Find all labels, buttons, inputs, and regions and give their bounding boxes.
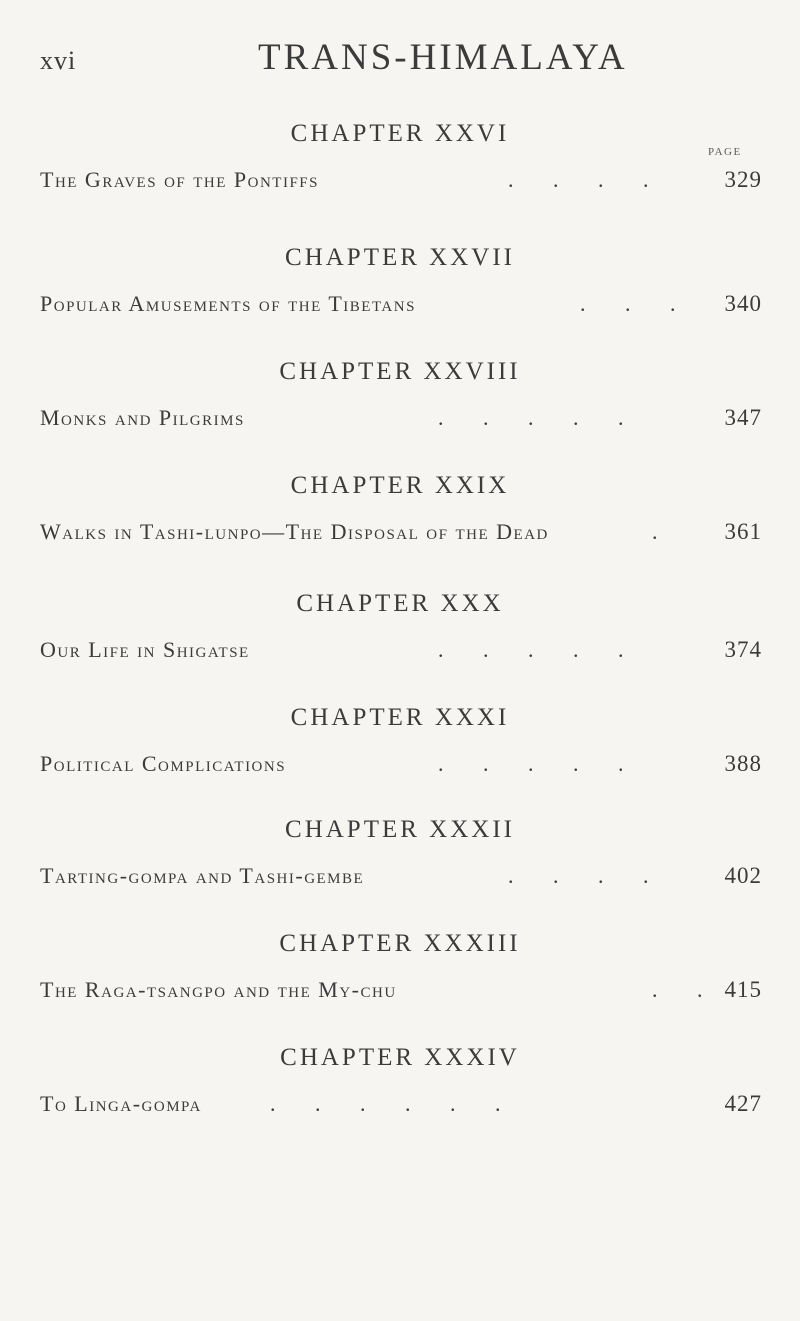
entry-title: Tarting-gompa and Tashi-gembe (40, 863, 365, 888)
entry-title: Popular Amusements of the Tibetans (40, 291, 416, 316)
chapter-heading: CHAPTER XXXIV (280, 1044, 520, 1071)
leader-dots: . . (652, 977, 703, 1002)
chapter-33 (0, 930, 800, 1020)
entry-title: To Linga-gompa (40, 1091, 202, 1116)
entry-title: Political Complications (40, 751, 287, 776)
entry-page-number: 340 (724, 291, 762, 316)
chapter-34 (0, 1044, 800, 1134)
chapter-heading: CHAPTER XXVI (290, 120, 510, 147)
entry-page-number: 415 (724, 977, 762, 1002)
leader-dots: . . . . . . (270, 1091, 501, 1116)
entry-page-number: 361 (724, 519, 762, 544)
leader-dots: . (652, 519, 658, 544)
toc-entry (40, 637, 762, 667)
chapter-29 (0, 472, 800, 562)
chapter-30 (0, 590, 800, 680)
chapter-heading: CHAPTER XXXII (285, 816, 515, 843)
entry-title: The Graves of the Pontiffs (40, 167, 319, 192)
leader-dots: . . . . . (438, 637, 624, 662)
leader-dots: . . . . (508, 863, 649, 888)
running-head (0, 36, 800, 76)
chapter-heading: CHAPTER XXVIII (279, 358, 521, 385)
toc-entry (40, 519, 762, 549)
entry-title: The Raga-tsangpo and the My-chu (40, 977, 397, 1002)
chapter-31 (0, 704, 800, 794)
entry-title: Our Life in Shigatse (40, 637, 250, 662)
toc-entry (40, 405, 762, 435)
leader-dots: . . . . (508, 167, 649, 192)
chapter-heading: CHAPTER XXVII (285, 244, 515, 271)
chapter-26 (0, 120, 800, 210)
book-title: TRANS-HIMALAYA (258, 37, 628, 78)
toc-entry (40, 1091, 762, 1121)
toc-entry (40, 977, 762, 1007)
toc-entry (40, 863, 762, 893)
toc-entry (40, 167, 762, 197)
chapter-28 (0, 358, 800, 448)
entry-title: Walks in Tashi-lunpo—The Disposal of the Dead (40, 519, 549, 544)
chapter-heading: CHAPTER XXIX (290, 472, 510, 499)
chapter-27 (0, 244, 800, 334)
entry-page-number: 388 (724, 751, 762, 776)
page-column-label: PAGE (708, 146, 742, 158)
chapter-heading: CHAPTER XXX (296, 590, 504, 617)
entry-page-number: 374 (724, 637, 762, 662)
toc-entry (40, 291, 762, 321)
leader-dots: . . . (580, 291, 676, 316)
entry-page-number: 329 (724, 167, 762, 192)
entry-page-number: 347 (724, 405, 762, 430)
chapter-32 (0, 816, 800, 906)
leader-dots: . . . . . (438, 751, 624, 776)
entry-page-number: 402 (724, 863, 762, 888)
leader-dots: . . . . . (438, 405, 624, 430)
entry-page-number: 427 (724, 1091, 762, 1116)
toc-entry (40, 751, 762, 781)
chapter-heading: CHAPTER XXXI (290, 704, 510, 731)
chapter-heading: CHAPTER XXXIII (279, 930, 521, 957)
page-folio: xvi (40, 46, 77, 75)
entry-title: Monks and Pilgrims (40, 405, 245, 430)
